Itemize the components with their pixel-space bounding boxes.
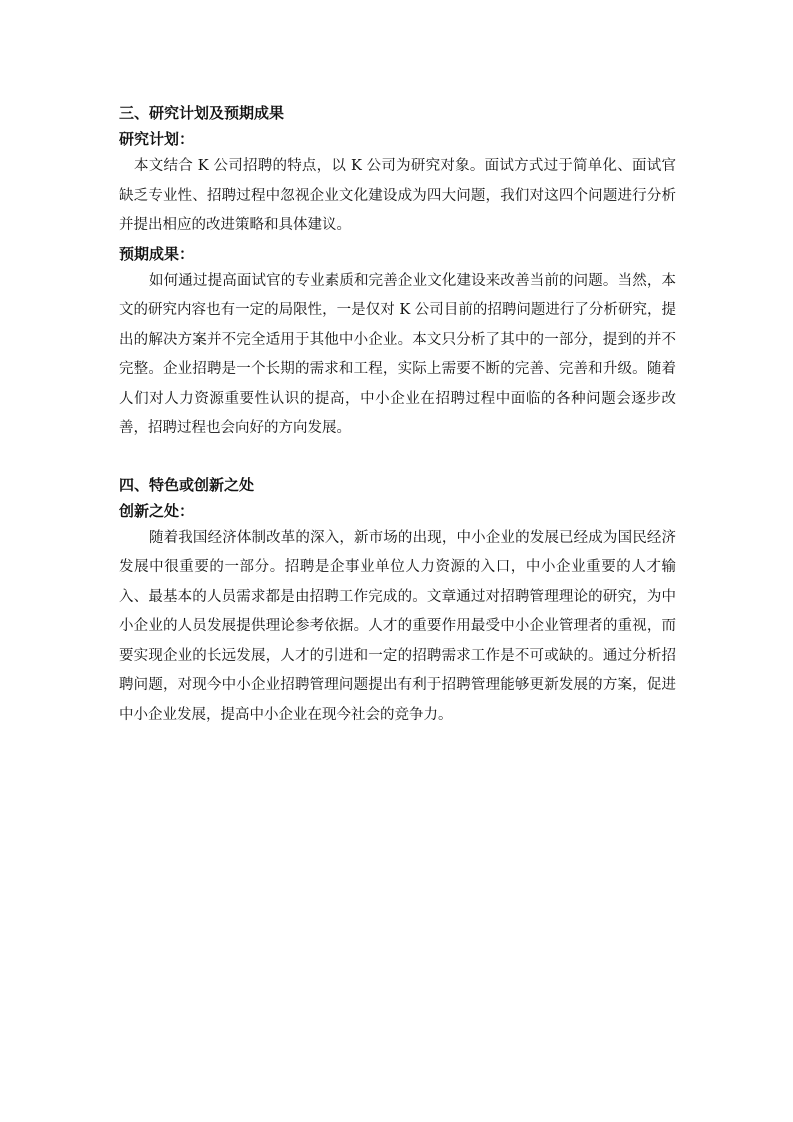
expected-outcome-paragraph: 如何通过提高面试官的专业素质和完善企业文化建设来改善当前的问题。当然，本文的研究内容也有一定的局限性，一是仅对 K 公司目前的招聘问题进行了分析研究，提出的解决方案并不完全适用于其他中小企业。本文只分析了其中的一部分，提到的并不完整。企业招聘是一个长期的需求和工程，实际上需要不断的完善、完善和升级。随着人们对人力资源重要性认识的提高，中小企业在招聘过程中面临的各种问题会逐步改善，招聘过程也会向好的方向发展。 [119, 272, 676, 436]
innovation-label: 创新之处： [119, 501, 195, 520]
innovation-paragraph: 随着我国经济体制改革的深入，新市场的出现，中小企业的发展已经成为国民经济发展中很重要的一部分。招聘是企事业单位人力资源的入口，中小企业重要的人才输入、最基本的人员需求都是由招聘工作完成的。文章通过对招聘管理理论的研究，为中小企业的人员发展提供理论参考依据。人才的重要作用最受中小企业管理者的重视，而要实现企业的长远发展，人才的引进和一定的招聘需求工作是不可或缺的。通过分析招聘问题，对现今中小企业招聘管理问题提出有利于招聘管理能够更新发展的方案，促进中小企业发展，提高中小企业在现今社会的竞争力。 [119, 529, 676, 723]
section-3-title: 三、研究计划及预期成果 [119, 104, 285, 122]
document-page [119, 100, 676, 730]
section-spacer [119, 444, 676, 472]
section-4-title: 四、特色或创新之处 [119, 475, 255, 494]
research-plan-label: 研究计划： [119, 130, 195, 148]
research-plan-paragraph: 本文结合 K 公司招聘的特点，以 K 公司为研究对象。面试方式过于简单化、面试官缺乏专业性、招聘过程中忽视企业文化建设成为四大问题，我们对这四个问题进行分析并提出相应的改进策略和具体建议。 [119, 158, 676, 233]
expected-outcome-label: 预期成果： [119, 244, 195, 263]
